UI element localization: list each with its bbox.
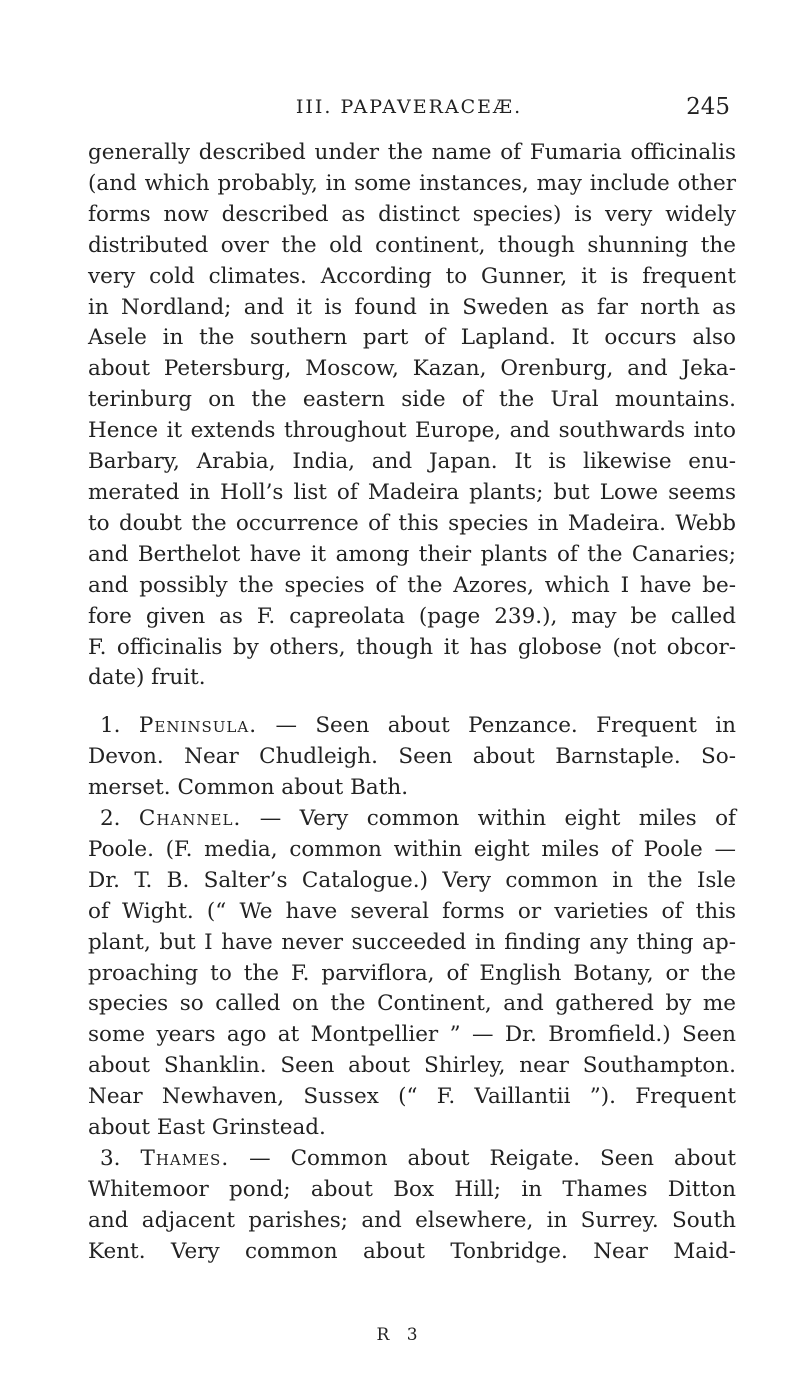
signature-mark: R 3 [376, 1325, 424, 1345]
text-line: about East Grinstead. [88, 1115, 326, 1141]
text-line: and Berthelot have it among their plants of the Canaries; [88, 541, 736, 567]
section-text: — Seen about Penzance. Frequent in [275, 713, 736, 739]
text-line: species so called on the Continent, and gathered by me [88, 991, 736, 1017]
section-thames [88, 1144, 736, 1268]
section-heading: Channel. [138, 806, 242, 832]
section-text: — Common about Reigate. Seen about [249, 1146, 736, 1171]
text-line: about Shanklin. Seen about Shirley, near Southampton. [88, 1053, 736, 1079]
text-line: and adjacent parishes; and elsewhere, in Surrey. South [88, 1207, 736, 1233]
text-line: to doubt the occurrence of this species in Madeira. Webb [88, 510, 736, 536]
text-line: Dr. T. B. Salter’s Catalogue.) Very common in the Isle [88, 867, 736, 893]
text-line: Whitemoor pond; about Box Hill; in Thames Ditton [88, 1176, 736, 1202]
body-text [88, 138, 736, 1268]
section-first-line [88, 1144, 736, 1175]
text-line: Kent. Very common about Tonbridge. Near Maid- [88, 1238, 736, 1264]
text-line: terinburg on the eastern side of the Ural mountains. [88, 387, 736, 413]
text-line: merated in Holl’s list of Madeira plants; but Lowe seems [88, 479, 736, 505]
section-number: 3. [100, 1146, 121, 1171]
page-number: 245 [686, 94, 730, 120]
text-line: plant, but I have never succeeded in finding any thing ap- [88, 929, 736, 955]
text-line: date) fruit. [88, 665, 206, 691]
text-line: proaching to the F. parviflora, of English Botany, or the [88, 960, 736, 986]
text-line: Barbary, Arabia, India, and Japan. It is likewise enu- [88, 449, 736, 475]
text-line: some years ago at Montpellier ” — Dr. Bromfield.) Seen [88, 1022, 736, 1048]
text-line: (and which probably, in some instances, may include other [88, 170, 736, 196]
text-line: Asele in the southern part of Lapland. It occurs also [88, 325, 736, 351]
section-text: — Very common within eight miles of [259, 806, 736, 832]
section-heading: Thames. [140, 1146, 230, 1171]
paragraph-gap [88, 694, 736, 711]
text-line: Devon. Near Chudleigh. Seen about Barnstaple. So- [88, 744, 736, 770]
text-line: Near Newhaven, Sussex (“ F. Vaillantii ”). Frequent [88, 1084, 736, 1110]
text-line: very cold climates. According to Gunner, it is frequent [88, 263, 736, 289]
section-channel [88, 804, 736, 1144]
text-line: about Petersburg, Moscow, Kazan, Orenburg, and Jeka- [88, 356, 736, 382]
text-line: and possibly the species of the Azores, which I have be- [88, 572, 736, 598]
section-first-line [88, 711, 736, 742]
section-number: 2. [100, 806, 121, 832]
section-first-line [88, 804, 736, 835]
text-line: generally described under the name of Fumaria officinalis [88, 140, 736, 165]
text-line: F. officinalis by others, though it has globose (not obcor- [88, 634, 736, 660]
text-line: fore given as F. capreolata (page 239.), may be called [88, 603, 736, 629]
section-number: 1. [100, 713, 121, 739]
text-line: of Wight. (“ We have several forms or varieties of this [88, 898, 736, 924]
text-line: merset. Common about Bath. [88, 775, 409, 801]
page-header [88, 92, 730, 122]
text-line: Hence it extends throughout Europe, and southwards into [88, 418, 736, 444]
text-line: distributed over the old continent, though shunning the [88, 232, 736, 258]
text-line: Poole. (F. media, common within eight miles of Poole — [88, 836, 736, 862]
intro-paragraph [88, 138, 736, 694]
section-heading: Peninsula. [138, 713, 258, 739]
section-peninsula [88, 711, 736, 804]
text-line: forms now described as distinct species) is very widely [88, 201, 736, 227]
running-title: III. PAPAVERACEÆ. [295, 96, 523, 118]
text-line: in Nordland; and it is found in Sweden as far north as [88, 294, 736, 320]
